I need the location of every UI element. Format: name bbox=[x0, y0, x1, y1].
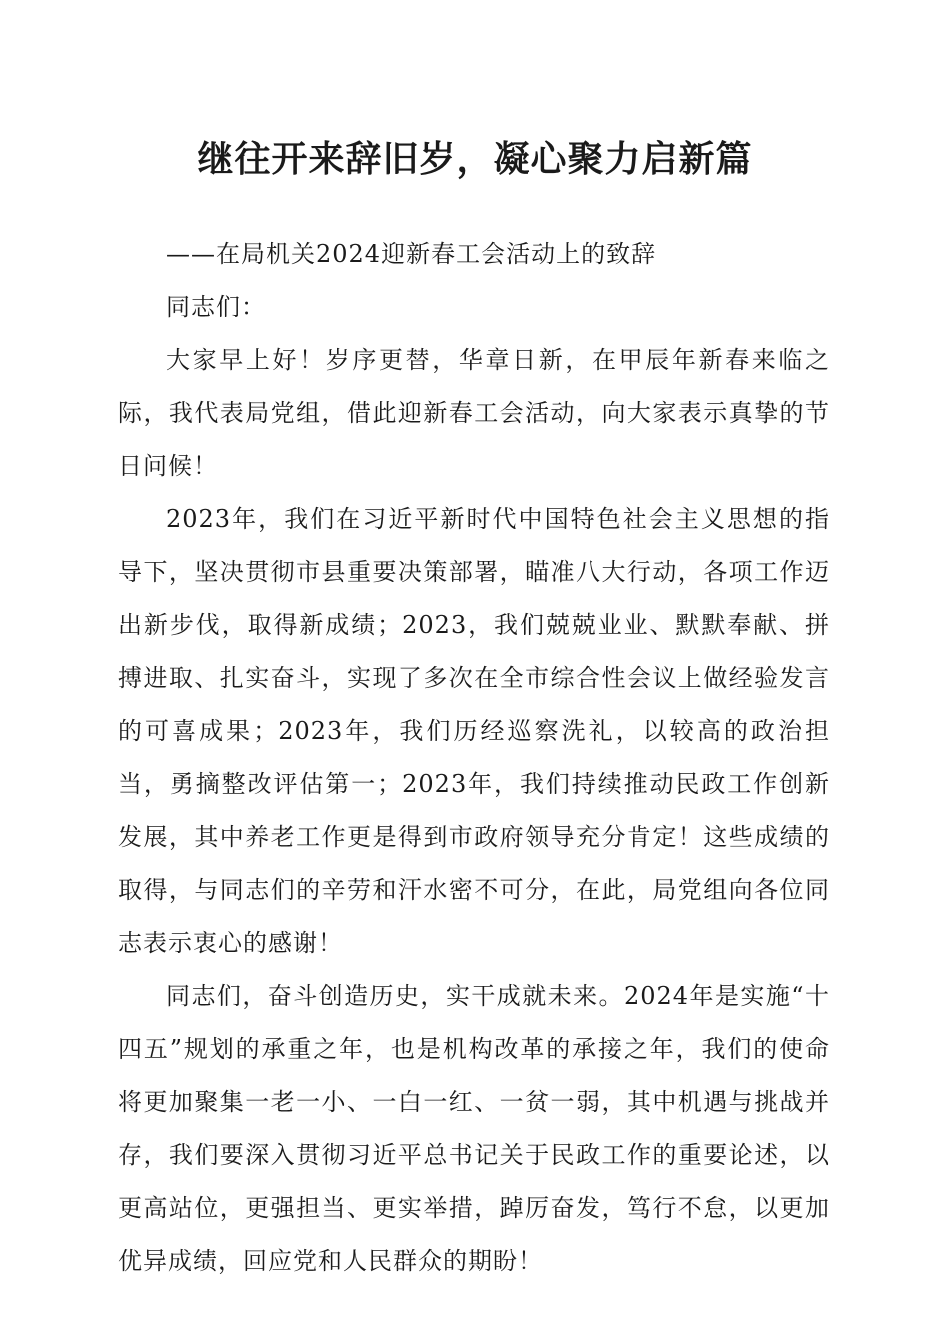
document-body bbox=[118, 228, 830, 1288]
document-title: 继往开来辞旧岁，凝心聚力启新篇 bbox=[197, 139, 753, 180]
salutation: 同志们： bbox=[166, 293, 266, 321]
subtitle: ——在局机关2024迎新春工会活动上的致辞 bbox=[166, 240, 657, 268]
paragraph-greeting: 大家早上好！岁序更替，华章日新，在甲辰年新春来临之际，我代表局党组，借此迎新春工会活动，向大家表示真挚的节日问候！ bbox=[118, 346, 830, 480]
paragraph-outlook: 同志们，奋斗创造历史，实干成就未来。2024年是实施“十四五”规划的承重之年，也是机构改革的承接之年，我们的使命将更加聚集一老一小、一白一红、一贫一弱，其中机遇与挑战并存，我们要深入贯彻习近平总书记关于民政工作的重要论述，以更高站位，更强担当、更实举措，踔厉奋发，笃行不怠，以更加优异成绩，回应党和人民群众的期盼！ bbox=[118, 982, 830, 1275]
paragraph-achievements: 2023年，我们在习近平新时代中国特色社会主义思想的指导下，坚决贯彻市县重要决策部署，瞄准八大行动，各项工作迈出新步伐，取得新成绩；2023，我们兢兢业业、默默奉献、拼搏进取、扎实奋斗，实现了多次在全市综合性会议上做经验发言的可喜成果；2023年，我们历经巡察洗礼，以较高的政治担当，勇摘整改评估第一；2023年，我们持续推动民政工作创新发展，其中养老工作更是得到市政府领导充分肯定！这些成绩的取得，与同志们的辛劳和汗水密不可分，在此，局党组向各位同志表示衷心的感谢！ bbox=[118, 505, 830, 957]
